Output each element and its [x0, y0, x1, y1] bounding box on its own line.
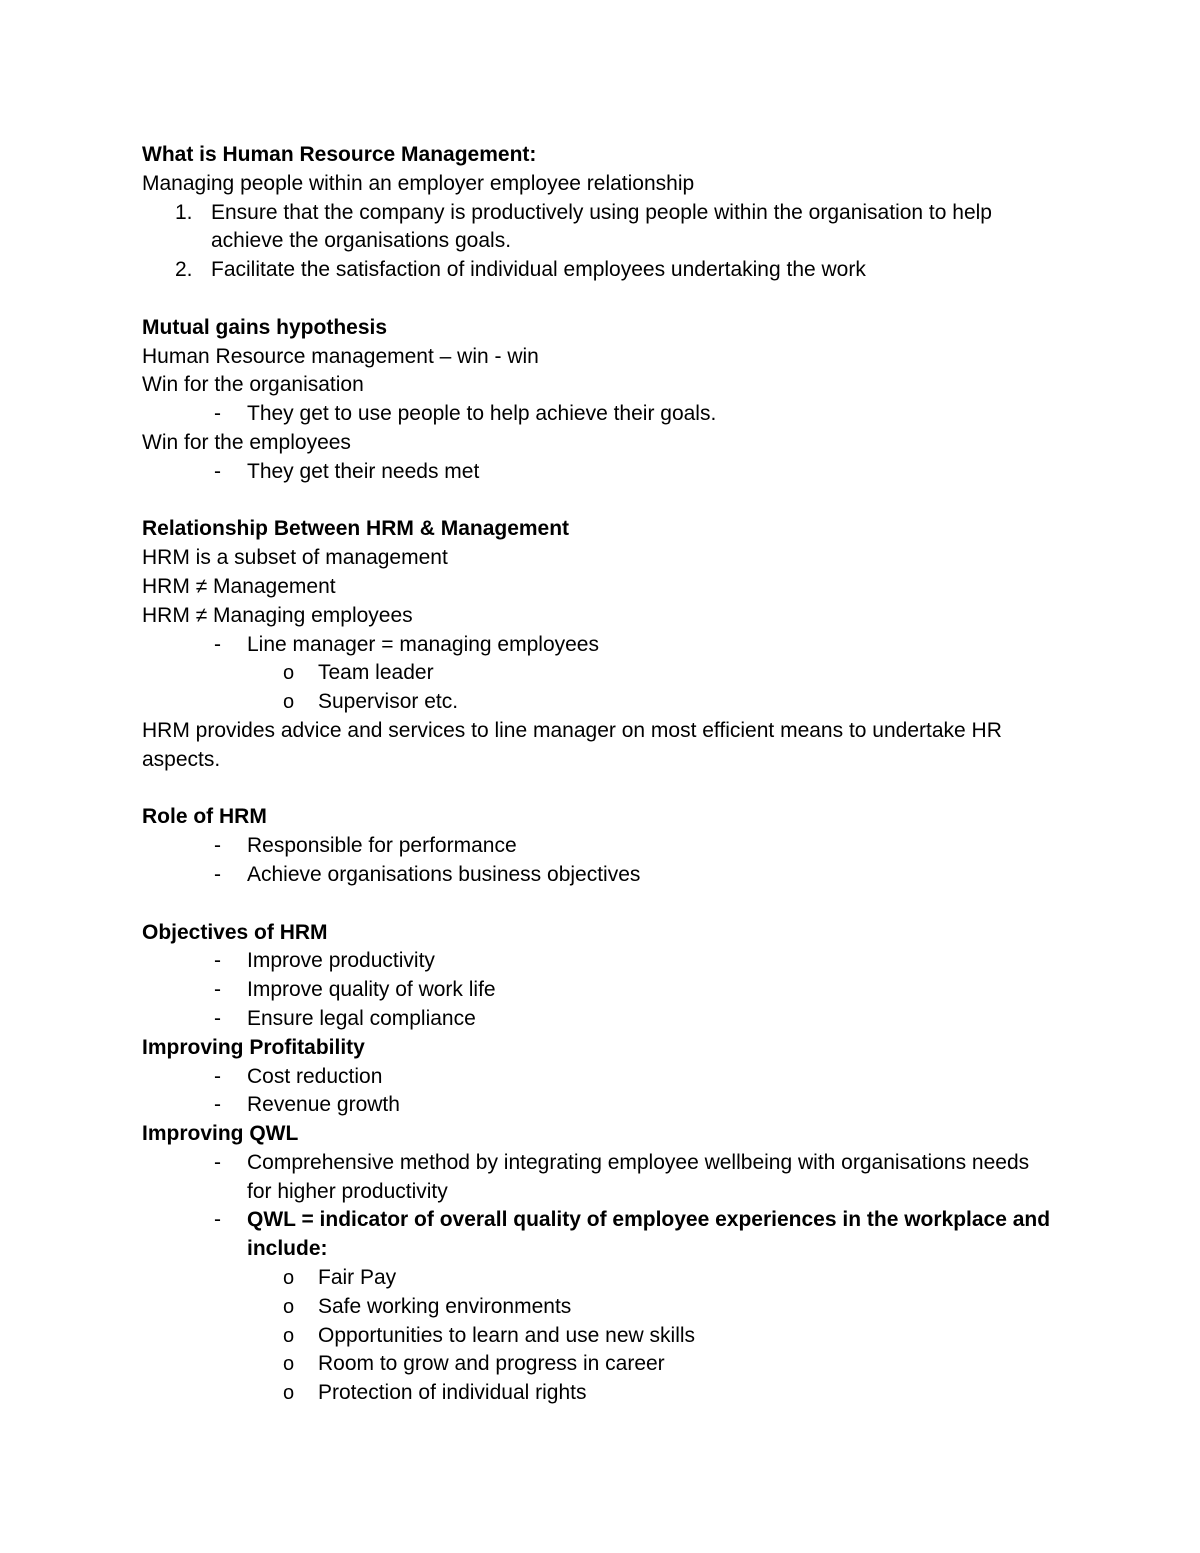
bullet-continuation: [142, 1235, 1082, 1264]
bullet-item: [142, 976, 1082, 1005]
sub-bullet-text: Room to grow and progress in career: [318, 1352, 665, 1376]
sub-bullet-text: Protection of individual rights: [318, 1381, 587, 1405]
sub-bullet-item: [142, 1322, 1082, 1351]
list-item-text: achieve the organisations goals.: [211, 229, 512, 253]
blank-line: [142, 775, 1082, 804]
circle-bullet: o: [283, 1353, 295, 1376]
bullet-text: Achieve organisations business objectives: [247, 862, 641, 886]
sub-bullet-item: [142, 1293, 1082, 1322]
bullet-text: Improve productivity: [247, 949, 435, 973]
bullet-item: [142, 1063, 1082, 1092]
bullet-item: [142, 631, 1082, 660]
bullet-text: They get to use people to help achieve their goals.: [247, 402, 717, 426]
blank-line: [142, 487, 1082, 516]
bullet-text: Responsible for performance: [247, 834, 517, 858]
dash-bullet: -: [214, 1150, 221, 1174]
sub-bullet-item: [142, 688, 1082, 717]
heading-relationship: Relationship Between HRM & Management: [142, 517, 570, 541]
list-item-text: Facilitate the satisfaction of individual employees undertaking the work: [211, 258, 866, 282]
sub-bullet-item: [142, 1350, 1082, 1379]
bullet-text: Revenue growth: [247, 1093, 400, 1117]
heading-what-is-hrm: What is Human Resource Management:: [142, 143, 537, 166]
bullet-text-bold: QWL = indicator of overall quality of employee experiences in the workplace and: [247, 1208, 1051, 1232]
bullet-item: [142, 1206, 1082, 1235]
text-line: HRM ≠ Managing employees: [142, 603, 413, 627]
bullet-item: [142, 1149, 1082, 1178]
sub-bullet-text: Supervisor etc.: [318, 690, 459, 714]
text-line: aspects.: [142, 747, 221, 771]
list-item: [142, 256, 1082, 285]
heading-profitability: Improving Profitability: [142, 1035, 365, 1059]
text-line: HRM provides advice and services to line manager on most efficient means to undertake HR: [142, 718, 1002, 742]
dash-bullet: -: [214, 949, 221, 973]
bullet-text: Cost reduction: [247, 1064, 383, 1088]
dash-bullet: -: [214, 402, 221, 426]
heading-mutual-gains: Mutual gains hypothesis: [142, 315, 388, 339]
dash-bullet: -: [214, 1208, 221, 1232]
bullet-text: Improve quality of work life: [247, 978, 496, 1002]
sub-bullet-text: Team leader: [318, 661, 434, 685]
text-line: Win for the employees: [142, 430, 351, 454]
list-item-continuation: [142, 227, 1082, 256]
sub-bullet-item: [142, 1379, 1082, 1408]
dash-bullet: -: [214, 632, 221, 656]
bullet-text: for higher productivity: [247, 1179, 448, 1203]
bullet-item: [142, 458, 1082, 487]
text-line: HRM ≠ Management: [142, 574, 336, 598]
bullet-text: Comprehensive method by integrating employee wellbeing with organisations needs: [247, 1150, 1030, 1174]
text-line: Human Resource management – win - win: [142, 344, 539, 368]
bullet-item: [142, 400, 1082, 429]
heading-role-of-hrm: Role of HRM: [142, 805, 267, 829]
dash-bullet: -: [214, 1093, 221, 1117]
list-number: 2.: [175, 258, 193, 282]
bullet-item: [142, 1005, 1082, 1034]
circle-bullet: o: [283, 662, 295, 685]
sub-bullet-item: [142, 659, 1082, 688]
list-number: 1.: [175, 200, 193, 224]
dash-bullet: -: [214, 978, 221, 1002]
bullet-item: [142, 1091, 1082, 1120]
dash-bullet: -: [214, 1006, 221, 1030]
circle-bullet: o: [283, 1295, 295, 1318]
heading-objectives: Objectives of HRM: [142, 920, 328, 944]
dash-bullet: -: [214, 459, 221, 483]
blank-line: [142, 285, 1082, 314]
sub-bullet-item: [142, 1264, 1082, 1293]
bullet-item: [142, 861, 1082, 890]
list-item: [142, 199, 1082, 228]
bullet-text: Ensure legal compliance: [247, 1006, 476, 1030]
circle-bullet: o: [283, 1267, 295, 1290]
dash-bullet: -: [214, 862, 221, 886]
sub-bullet-text: Fair Pay: [318, 1266, 397, 1290]
text-line: Win for the organisation: [142, 373, 364, 397]
bullet-text: Line manager = managing employees: [247, 632, 599, 656]
list-item-text: Ensure that the company is productively using people within the organisation to help: [211, 200, 992, 224]
dash-bullet: -: [214, 1064, 221, 1088]
hrm-intro: Managing people within an employer employee relationship: [142, 171, 695, 195]
bullet-item: [142, 832, 1082, 861]
document-body: [142, 141, 1082, 1408]
text-line: HRM is a subset of management: [142, 546, 448, 570]
circle-bullet: o: [283, 691, 295, 714]
blank-line: [142, 890, 1082, 919]
bullet-text: They get their needs met: [247, 459, 480, 483]
bullet-text-bold: include:: [247, 1237, 328, 1261]
circle-bullet: o: [283, 1324, 295, 1347]
sub-bullet-text: Safe working environments: [318, 1294, 572, 1318]
dash-bullet: -: [214, 834, 221, 858]
sub-bullet-text: Opportunities to learn and use new skills: [318, 1323, 696, 1347]
heading-qwl: Improving QWL: [142, 1122, 299, 1146]
bullet-continuation: [142, 1178, 1082, 1207]
bullet-item: [142, 947, 1082, 976]
circle-bullet: o: [283, 1382, 295, 1405]
